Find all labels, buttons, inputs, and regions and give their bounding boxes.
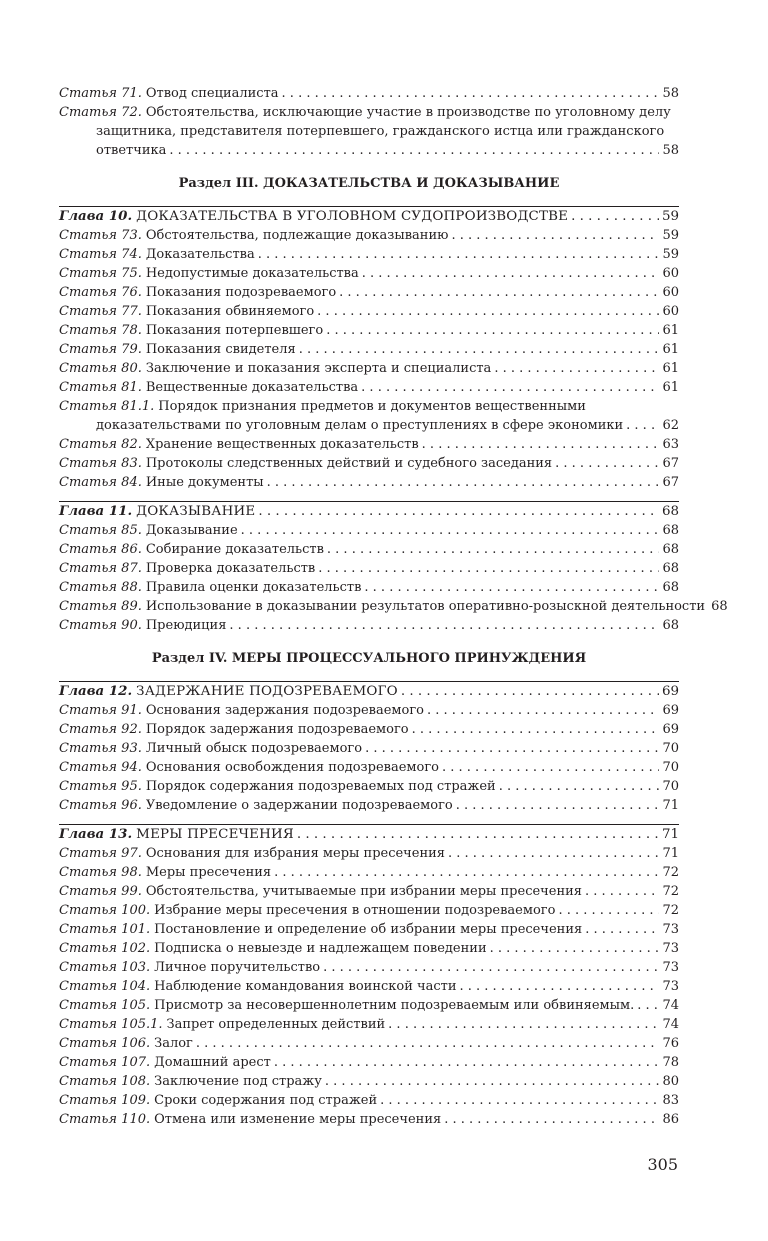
- article-label: Статья 74.: [59, 247, 142, 262]
- entry-title: Личное поручительство: [154, 960, 321, 975]
- entry-title: Обстоятельства, подлежащие доказыванию: [145, 228, 449, 243]
- entry-title: Собирание доказательств: [145, 542, 324, 557]
- entry-title-end: ответчика: [96, 143, 167, 158]
- page-ref: 69: [662, 722, 679, 737]
- dot-leader: [448, 844, 659, 863]
- entry-title: Основания освобождения подозреваемого: [145, 760, 439, 775]
- article-entry: [59, 958, 679, 977]
- article-entry: [59, 996, 679, 1015]
- dot-leader: [460, 977, 660, 996]
- entry-title: Наблюдение командования воинской части: [154, 979, 457, 994]
- chapter-entry: [59, 207, 679, 226]
- article-label: Статья 97.: [59, 846, 142, 861]
- entry-title: Вещественные доказательства: [145, 380, 359, 395]
- article-entry: [59, 977, 679, 996]
- page-ref: 59: [662, 228, 679, 243]
- page-ref: 70: [662, 779, 679, 794]
- article-label: Статья 87.: [59, 561, 142, 576]
- page-ref: 69: [662, 703, 679, 718]
- article-label: Статья 95.: [59, 779, 142, 794]
- article-entry: [59, 226, 679, 245]
- entry-title: Порядок признания предметов и документов вещественными: [158, 399, 586, 414]
- page-ref: 83: [662, 1093, 679, 1108]
- dot-leader: [362, 264, 660, 283]
- entry-title: Доказательства: [145, 247, 255, 262]
- dot-leader: [241, 521, 660, 540]
- dot-leader: [365, 739, 659, 758]
- dot-leader: [196, 1034, 660, 1053]
- entry-title: Протоколы следственных действий и судебного заседания: [145, 456, 553, 471]
- page-ref: 59: [661, 209, 679, 224]
- dot-leader: [626, 416, 659, 435]
- entry-continuation: [59, 416, 679, 435]
- article-entry: [59, 1110, 679, 1129]
- article-entry: [59, 264, 679, 283]
- entry-title: Подписка о невыезде и надлежащем поведении: [154, 941, 487, 956]
- page-ref: 86: [662, 1112, 679, 1127]
- chapter-entry: [59, 825, 679, 844]
- dot-leader: [258, 245, 660, 264]
- page-ref: 74: [662, 1017, 679, 1032]
- article-entry: [59, 321, 679, 340]
- entry-title: Показания обвиняемого: [145, 304, 315, 319]
- page-ref: 68: [662, 580, 679, 595]
- entry-title: Показания подозреваемого: [145, 285, 337, 300]
- page-ref: 71: [661, 827, 679, 842]
- page-ref: 70: [662, 760, 679, 775]
- page-ref: 60: [662, 304, 679, 319]
- entry-continuation: [59, 141, 679, 160]
- dot-leader: [274, 863, 659, 882]
- article-entry: [59, 701, 679, 720]
- spacer: [59, 815, 679, 824]
- page-ref: 67: [662, 456, 679, 471]
- article-label: Статья 85.: [59, 523, 142, 538]
- page-ref: 61: [662, 380, 679, 395]
- page-ref: 68: [662, 618, 679, 633]
- dot-leader: [380, 1091, 659, 1110]
- article-label: Статья 75.: [59, 266, 142, 281]
- article-label: Статья 103.: [59, 960, 151, 975]
- dot-leader: [558, 901, 659, 920]
- article-label: Статья 89.: [59, 599, 142, 614]
- article-entry: [59, 758, 679, 777]
- entry-title: Использование в доказывании результатов оперативно-розыскной деятельности: [145, 599, 706, 614]
- page-ref: 71: [662, 798, 679, 813]
- article-entry: [59, 302, 679, 321]
- article-label: Статья 88.: [59, 580, 142, 595]
- article-entry: [59, 616, 679, 635]
- article-entry: [59, 1072, 679, 1091]
- entry-title: Обстоятельства, исключающие участие в производстве по уголовному делу: [145, 105, 671, 120]
- article-entry: [59, 597, 728, 616]
- article-entry: [59, 473, 679, 492]
- entry-title: Недопустимые доказательства: [145, 266, 359, 281]
- entry-title: Иные документы: [145, 475, 264, 490]
- entry-title: Доказывание: [145, 523, 238, 538]
- entry-title: Обстоятельства, учитываемые при избрании меры пресечения: [145, 884, 582, 899]
- article-label: Статья 79.: [59, 342, 142, 357]
- page-ref: 58: [662, 86, 679, 101]
- dot-leader: [299, 340, 660, 359]
- section-heading: Раздел III. ДОКАЗАТЕЛЬСТВА И ДОКАЗЫВАНИЕ: [178, 176, 560, 191]
- dot-leader: [169, 141, 659, 160]
- entry-title: Домашний арест: [154, 1055, 271, 1070]
- article-entry: [59, 920, 679, 939]
- dot-leader: [494, 359, 659, 378]
- page-ref: 59: [662, 247, 679, 262]
- dot-leader: [555, 454, 659, 473]
- article-label: Статья 96.: [59, 798, 142, 813]
- article-entry: [59, 359, 679, 378]
- article-entry: [59, 540, 679, 559]
- article-entry: [59, 796, 679, 815]
- dot-leader: [499, 777, 660, 796]
- entry-title: Показания свидетеля: [145, 342, 296, 357]
- article-entry: [59, 521, 679, 540]
- article-entry: [59, 1015, 679, 1034]
- article-label: Статья 72.: [59, 105, 142, 120]
- entry-title: Запрет определенных действий: [166, 1017, 386, 1032]
- article-label: Статья 102.: [59, 941, 151, 956]
- page-ref: 73: [662, 979, 679, 994]
- entry-title: Проверка доказательств: [145, 561, 316, 576]
- dot-leader: [361, 378, 659, 397]
- dot-leader: [571, 207, 659, 226]
- entry-title: Отвод специалиста: [145, 86, 279, 101]
- entry-title: МЕРЫ ПРЕСЕЧЕНИЯ: [136, 827, 294, 842]
- entry-title: ЗАДЕРЖАНИЕ ПОДОЗРЕВАЕМОГО: [136, 684, 398, 699]
- article-label: Статья 82.: [59, 437, 142, 452]
- article-entry: [59, 84, 679, 103]
- article-label: Статья 109.: [59, 1093, 151, 1108]
- article-entry: [59, 378, 679, 397]
- page-ref: 76: [662, 1036, 679, 1051]
- dot-leader: [318, 559, 659, 578]
- article-label: Статья 101.: [59, 922, 151, 937]
- dot-leader: [323, 958, 659, 977]
- page-ref: 69: [661, 684, 679, 699]
- article-label: Статья 91.: [59, 703, 142, 718]
- page-ref: 68: [662, 561, 679, 576]
- article-label: Статья 100.: [59, 903, 151, 918]
- entry-title: Залог: [154, 1036, 193, 1051]
- article-label: Статья 81.1.: [59, 399, 155, 414]
- dot-leader: [325, 1072, 660, 1091]
- entry-title: Меры пресечения: [145, 865, 272, 880]
- chapter-label: Глава 13.: [59, 826, 133, 842]
- article-label: Статья 105.1.: [59, 1017, 163, 1032]
- page-ref: 67: [662, 475, 679, 490]
- spacer: [59, 492, 679, 501]
- dot-leader: [444, 1110, 659, 1129]
- entry-title: Правила оценки доказательств: [145, 580, 362, 595]
- article-label: Статья 92.: [59, 722, 142, 737]
- article-label: Статья 99.: [59, 884, 142, 899]
- article-entry: [59, 739, 679, 758]
- article-entry: [59, 283, 679, 302]
- dot-leader: [456, 796, 660, 815]
- entry-title: Уведомление о задержании подозреваемого: [145, 798, 453, 813]
- article-label: Статья 83.: [59, 456, 142, 471]
- page-ref: 62: [662, 418, 679, 433]
- article-label: Статья 73.: [59, 228, 142, 243]
- article-label: Статья 90.: [59, 618, 142, 633]
- article-label: Статья 81.: [59, 380, 142, 395]
- dot-leader: [229, 616, 659, 635]
- page-ref: 60: [662, 285, 679, 300]
- entry-title: Отмена или изменение меры пресечения: [154, 1112, 442, 1127]
- entry-title: Избрание меры пресечения в отношении подозреваемого: [154, 903, 556, 918]
- chapter-label: Глава 11.: [59, 503, 133, 519]
- article-entry: [59, 578, 679, 597]
- article-entry: [59, 777, 679, 796]
- article-label: Статья 104.: [59, 979, 151, 994]
- article-label: Статья 105.: [59, 998, 151, 1013]
- dot-leader: [442, 758, 659, 777]
- entry-title: Присмотр за несовершеннолетним подозреваемым или обвиняемым.: [154, 998, 635, 1013]
- dot-leader: [401, 682, 659, 701]
- page-ref: 61: [662, 323, 679, 338]
- entry-title: Личный обыск подозреваемого: [145, 741, 363, 756]
- page-ref: 73: [662, 960, 679, 975]
- dot-leader: [339, 283, 659, 302]
- article-label: Статья 71.: [59, 86, 142, 101]
- dot-leader: [637, 996, 659, 1015]
- entry-title: Сроки содержания под стражей: [154, 1093, 378, 1108]
- article-entry: [59, 939, 679, 958]
- page-ref: 80: [662, 1074, 679, 1089]
- article-entry: [59, 245, 679, 264]
- article-label: Статья 84.: [59, 475, 142, 490]
- article-label: Статья 110.: [59, 1112, 151, 1127]
- entry-continuation: защитника, представителя потерпевшего, гражданского истца или гражданского: [96, 124, 665, 139]
- dot-leader: [412, 720, 660, 739]
- article-entry: [59, 397, 679, 416]
- article-entry: [59, 103, 679, 122]
- page-ref: 68: [661, 504, 679, 519]
- page-ref: 73: [662, 941, 679, 956]
- table-of-contents: [59, 84, 728, 1129]
- page-ref: 68: [662, 523, 679, 538]
- article-label: Статья 98.: [59, 865, 142, 880]
- entry-title: ДОКАЗАТЕЛЬСТВА В УГОЛОВНОМ СУДОПРОИЗВОДСТВЕ: [136, 209, 569, 224]
- page-ref: 58: [662, 143, 679, 158]
- dot-leader: [317, 302, 659, 321]
- page-ref: 61: [662, 342, 679, 357]
- dot-leader: [427, 701, 659, 720]
- article-label: Статья 94.: [59, 760, 142, 775]
- page-ref: 68: [711, 599, 728, 614]
- page-ref: 71: [662, 846, 679, 861]
- chapter-entry: [59, 682, 679, 701]
- dot-leader: [422, 435, 660, 454]
- entry-title: ДОКАЗЫВАНИЕ: [136, 504, 256, 519]
- page-ref: 61: [662, 361, 679, 376]
- entry-title: Порядок содержания подозреваемых под стражей: [145, 779, 496, 794]
- page-ref: 70: [662, 741, 679, 756]
- entry-title: Заключение и показания эксперта и специалиста: [145, 361, 492, 376]
- article-entry: [59, 435, 679, 454]
- article-label: Статья 77.: [59, 304, 142, 319]
- article-entry: [59, 720, 679, 739]
- page-ref: 68: [662, 542, 679, 557]
- article-label: Статья 93.: [59, 741, 142, 756]
- article-label: Статья 78.: [59, 323, 142, 338]
- article-label: Статья 107.: [59, 1055, 151, 1070]
- section-heading: Раздел IV. МЕРЫ ПРОЦЕССУАЛЬНОГО ПРИНУЖДЕНИЯ: [151, 651, 587, 666]
- entry-title: Постановление и определение об избрании меры пресечения: [154, 922, 583, 937]
- entry-title: Заключение под стражу: [154, 1074, 322, 1089]
- dot-leader: [267, 473, 660, 492]
- chapter-entry: [59, 502, 679, 521]
- article-entry: [59, 1053, 679, 1072]
- article-label: Статья 86.: [59, 542, 142, 557]
- dot-leader: [258, 502, 659, 521]
- dot-leader: [274, 1053, 660, 1072]
- page-ref: 60: [662, 266, 679, 281]
- dot-leader: [327, 540, 660, 559]
- page-number: 305: [647, 1155, 678, 1174]
- entry-title: Хранение вещественных доказательств: [145, 437, 419, 452]
- dot-leader: [297, 825, 659, 844]
- dot-leader: [282, 84, 660, 103]
- dot-leader: [490, 939, 660, 958]
- article-entry: [59, 844, 679, 863]
- article-label: Статья 80.: [59, 361, 142, 376]
- article-entry: [59, 863, 679, 882]
- page-ref: 72: [662, 903, 679, 918]
- article-entry: [59, 1034, 679, 1053]
- dot-leader: [585, 882, 659, 901]
- entry-title: Показания потерпевшего: [145, 323, 324, 338]
- entry-title: Порядок задержания подозреваемого: [145, 722, 409, 737]
- entry-title: Основания задержания подозреваемого: [145, 703, 425, 718]
- article-label: Статья 106.: [59, 1036, 151, 1051]
- article-entry: [59, 882, 679, 901]
- article-label: Статья 108.: [59, 1074, 151, 1089]
- entry-title: Преюдиция: [145, 618, 227, 633]
- dot-leader: [451, 226, 659, 245]
- page-ref: 74: [662, 998, 679, 1013]
- dot-leader: [326, 321, 659, 340]
- article-entry: [59, 559, 679, 578]
- chapter-label: Глава 10.: [59, 208, 133, 224]
- chapter-label: Глава 12.: [59, 683, 133, 699]
- dot-leader: [585, 920, 659, 939]
- entry-title-end: доказательствами по уголовным делам о преступлениях в сфере экономики: [96, 418, 624, 433]
- article-entry: [59, 901, 679, 920]
- dot-leader: [388, 1015, 659, 1034]
- page-ref: 72: [662, 865, 679, 880]
- page-ref: 72: [662, 884, 679, 899]
- dot-leader: [364, 578, 659, 597]
- article-label: Статья 76.: [59, 285, 142, 300]
- article-entry: [59, 454, 679, 473]
- page-ref: 73: [662, 922, 679, 937]
- page-ref: 63: [662, 437, 679, 452]
- article-entry: [59, 1091, 679, 1110]
- page-ref: 78: [662, 1055, 679, 1070]
- entry-title: Основания для избрания меры пресечения: [145, 846, 445, 861]
- article-entry: [59, 340, 679, 359]
